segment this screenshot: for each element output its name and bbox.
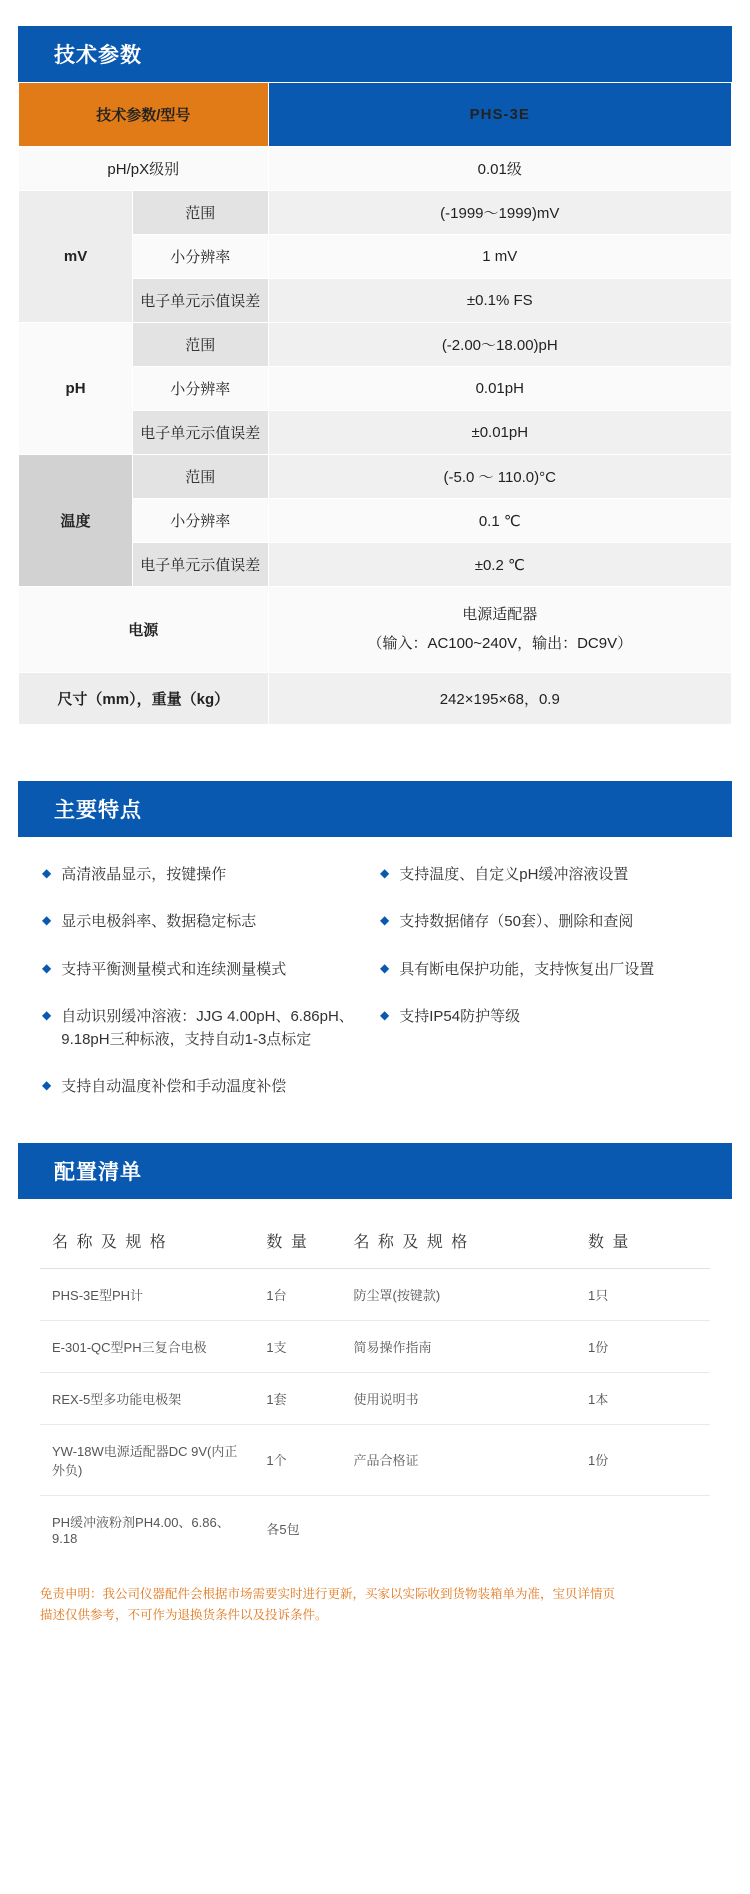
- table-row: [40, 1495, 710, 1562]
- config-qty: 1台: [254, 1268, 341, 1320]
- feature-text: 自动识别缓冲溶液：JJG 4.00pH、6.86pH、9.18pH三种标液，支持自动1-3点标定: [61, 1007, 354, 1048]
- config-name: YW-18W电源适配器DC 9V(内正外负): [40, 1424, 254, 1495]
- spec-label: 电子单元示值误差: [133, 543, 268, 587]
- spec-label: 小分辨率: [133, 235, 268, 279]
- column-header-qty-right: 数 量: [576, 1213, 710, 1269]
- diamond-bullet-icon: ◆: [380, 960, 390, 975]
- spec-label: 范围: [133, 323, 268, 367]
- list-item: [42, 863, 370, 886]
- section-title-specs: 技术参数: [54, 44, 142, 67]
- section-title-features: 主要特点: [54, 799, 142, 822]
- table-header-row: [40, 1213, 710, 1269]
- table-row: [40, 1372, 710, 1424]
- spec-table-wrapper: [18, 82, 732, 725]
- spec-value-size: 242×195×68，0.9: [268, 673, 731, 725]
- spec-label: 小分辨率: [133, 499, 268, 543]
- feature-text: 具有断电保护功能，支持恢复出厂设置: [399, 960, 655, 978]
- spec-label: 电子单元示值误差: [133, 411, 268, 455]
- spec-group-size: 尺寸（mm），重量（kg）: [19, 673, 269, 725]
- spec-group-temperature: 温度: [19, 455, 133, 587]
- spec-value: (-5.0 ～ 110.0)°C: [268, 455, 731, 499]
- config-qty: 1本: [576, 1372, 710, 1424]
- config-qty: 1只: [576, 1268, 710, 1320]
- config-name: PH缓冲液粉剂PH4.00、6.86、9.18: [52, 1514, 230, 1546]
- config-name: 使用说明书: [341, 1372, 576, 1424]
- config-name: PHS-3E型PH计: [40, 1268, 254, 1320]
- config-qty: 1套: [254, 1372, 341, 1424]
- feature-text: 支持数据储存（50套）、删除和查阅: [399, 913, 634, 931]
- disclaimer-line-2: 描述仅供参考，不可作为退换货条件以及投诉条件。: [40, 1607, 328, 1622]
- config-name: REX-5型多功能电极架: [40, 1372, 254, 1424]
- config-qty: [576, 1495, 710, 1562]
- spec-value-power: [268, 587, 731, 673]
- list-item: [42, 1075, 370, 1098]
- spec-value: 0.01级: [268, 147, 731, 191]
- disclaimer-text: [18, 1578, 732, 1627]
- spec-value: ±0.2 ℃: [268, 543, 731, 587]
- diamond-bullet-icon: ◆: [42, 1078, 52, 1093]
- spec-value: (-1999～1999)mV: [268, 191, 731, 235]
- config-name: [341, 1495, 576, 1562]
- table-row: [19, 191, 732, 235]
- list-item: [380, 1005, 708, 1028]
- config-name: 产品合格证: [341, 1424, 576, 1495]
- spec-value: ±0.01pH: [268, 411, 731, 455]
- config-name: E-301-QC型PH三复合电极: [40, 1320, 254, 1372]
- feature-text: 支持自动温度补偿和手动温度补偿: [61, 1078, 287, 1096]
- table-row: [40, 1320, 710, 1372]
- config-name: 简易操作指南: [341, 1320, 576, 1372]
- table-row: [19, 673, 732, 725]
- spec-header-param: 技术参数/型号: [19, 83, 269, 147]
- feature-text: 高清液晶显示，按键操作: [61, 866, 227, 883]
- config-qty: 1个: [254, 1424, 341, 1495]
- spec-value: 0.01pH: [268, 367, 731, 411]
- disclaimer-line-1: 免责申明：我公司仪器配件会根据市场需要实时进行更新，买家以实际收到货物装箱单为准，宝贝详情页: [40, 1586, 616, 1601]
- diamond-bullet-icon: ◆: [42, 1007, 52, 1022]
- feature-text: 支持温度、自定义pH缓冲溶液设置: [399, 866, 629, 883]
- spec-value: 0.1 ℃: [268, 499, 731, 543]
- list-item: [380, 910, 708, 933]
- section-header-features: [18, 781, 732, 837]
- table-row: [19, 587, 732, 673]
- spec-table: [18, 82, 732, 725]
- diamond-bullet-icon: ◆: [380, 866, 390, 880]
- table-row: [40, 1268, 710, 1320]
- config-qty: 1份: [576, 1320, 710, 1372]
- spec-group-ph: pH: [19, 323, 133, 455]
- spec-group-power: 电源: [19, 587, 269, 673]
- section-header-specs: [18, 26, 732, 82]
- config-table: [40, 1213, 710, 1562]
- diamond-bullet-icon: ◆: [380, 1007, 390, 1022]
- config-qty: 各5包: [266, 1522, 300, 1537]
- config-name: 防尘罩(按键款): [341, 1268, 576, 1320]
- table-row: [40, 1424, 710, 1495]
- spec-label: 范围: [133, 455, 268, 499]
- table-row: [19, 147, 732, 191]
- top-spacer: [0, 0, 750, 26]
- column-header-name-right: 名 称 及 规 格: [341, 1213, 576, 1269]
- config-qty: 1份: [576, 1424, 710, 1495]
- config-table-wrapper: [18, 1199, 732, 1568]
- features-container: [18, 837, 732, 1143]
- feature-text: 支持IP54防护等级: [399, 1007, 521, 1025]
- spec-value: 1 mV: [268, 235, 731, 279]
- list-item: [42, 1005, 370, 1052]
- list-item: [380, 863, 708, 886]
- spec-value-power-line2: （输入：AC100~240V，输出：DC9V）: [367, 634, 633, 652]
- features-column-right: [380, 863, 708, 1123]
- feature-text: 支持平衡测量模式和连续测量模式: [61, 960, 287, 978]
- section-header-config: [18, 1143, 732, 1199]
- spec-label: 小分辨率: [133, 367, 268, 411]
- diamond-bullet-icon: ◆: [42, 866, 52, 880]
- diamond-bullet-icon: ◆: [42, 960, 52, 975]
- section-title-config: 配置清单: [54, 1160, 142, 1184]
- feature-text: 显示电极斜率、数据稳定标志: [61, 913, 257, 931]
- list-item: [380, 958, 708, 981]
- spacer-after-specs: [0, 725, 750, 781]
- config-qty: 1支: [254, 1320, 341, 1372]
- spec-label: 电子单元示值误差: [133, 279, 268, 323]
- list-item: [42, 958, 370, 981]
- spec-label: pH/pX级别: [19, 147, 269, 191]
- table-row: [19, 455, 732, 499]
- spec-value: ±0.1% FS: [268, 279, 731, 323]
- column-header-name-left: 名 称 及 规 格: [40, 1213, 254, 1269]
- spec-value: (-2.00～18.00)pH: [268, 323, 731, 367]
- spec-group-mv: mV: [19, 191, 133, 323]
- spec-header-model: PHS-3E: [268, 83, 731, 147]
- diamond-bullet-icon: ◆: [380, 913, 390, 928]
- table-row: [19, 83, 732, 147]
- spec-value-power-line1: 电源适配器: [462, 606, 538, 623]
- spec-label: 范围: [133, 191, 268, 235]
- list-item: [42, 910, 370, 933]
- features-column-left: [42, 863, 370, 1123]
- column-header-qty-left: 数 量: [254, 1213, 341, 1269]
- table-row: [19, 323, 732, 367]
- diamond-bullet-icon: ◆: [42, 913, 52, 928]
